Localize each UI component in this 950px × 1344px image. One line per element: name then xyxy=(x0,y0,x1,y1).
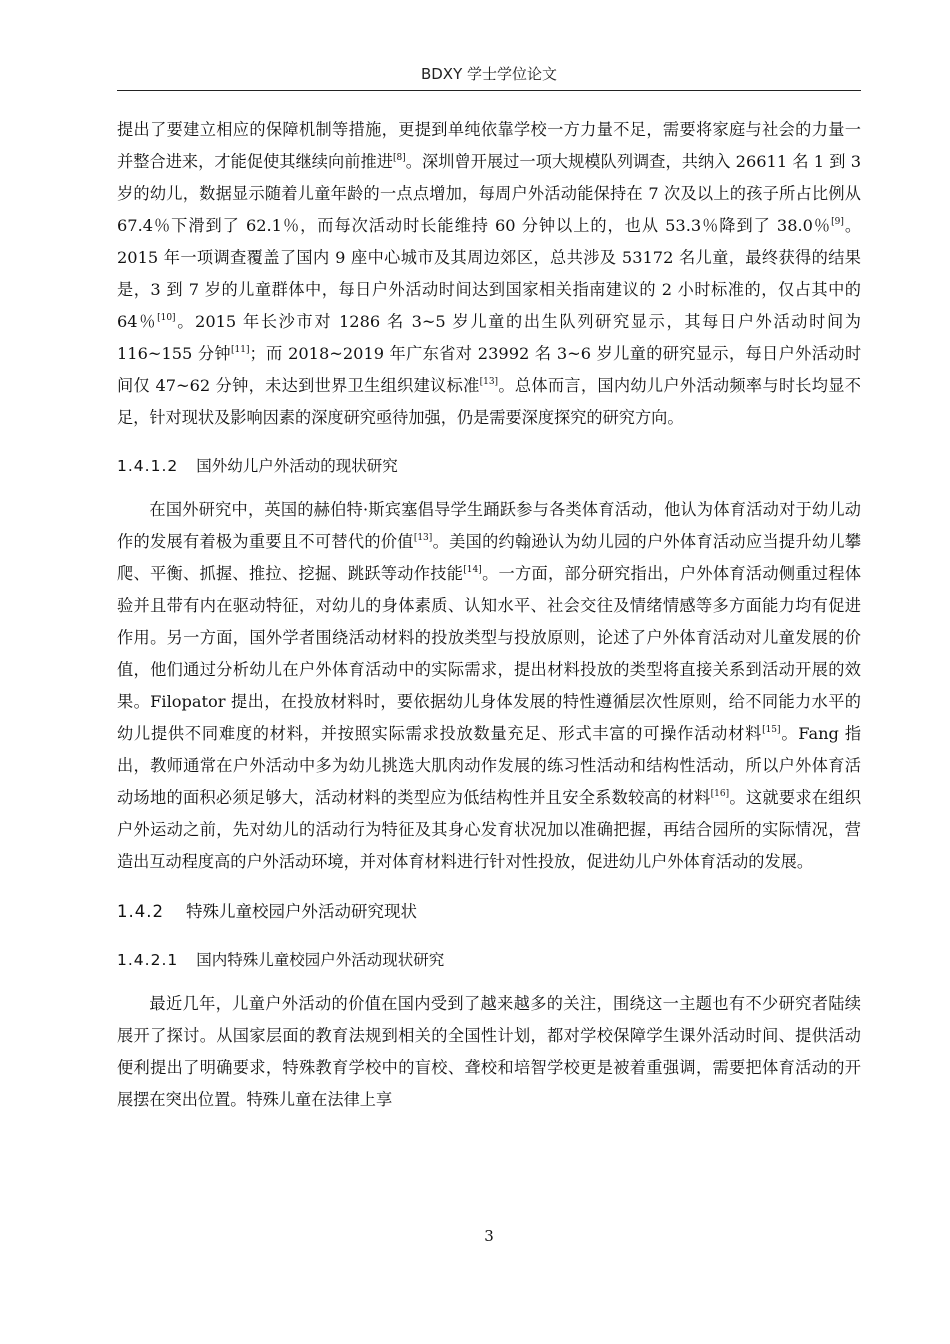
section-heading-1-4-2-1 xyxy=(117,948,861,972)
page-header: BDXY 学士学位论文 xyxy=(420,65,558,83)
text-run: 。2015 年一项调查覆盖了国内 9 座中心城市及其周边郊区，总共涉及 53172 名儿童，最终获得的结果是，3 到 7 岁的儿童群体中，每日户外活动时间达到国家相关指南建议的 2 小时标准的，仅占其中的 64％ xyxy=(117,216,862,331)
paragraph-special-children-domestic xyxy=(117,988,861,1116)
text-run: 。深圳曾开展过一项大规模队列调查，共纳入 26611 名 1 到 3 岁的幼儿，数据显示随着儿童年龄的一点点增加，每周户外活动能保持在 7 次及以上的孩子所占比例从 67.4％下滑到了 62.1％，而每次活动时长能维持 60 分钟以上的，也从 53.3％降到了 38.0％ xyxy=(117,152,861,235)
text-run: 。Fang 指出，教师通常在户外活动中多为幼儿挑选大肌肉动作发展的练习性活动和结构性活动，所以户外体育活动场地的面积必须足够大，活动材料的类型应为低结构性并且安全系数较高的材料 xyxy=(117,724,862,807)
section-number: 1.4.2.1 xyxy=(117,951,179,969)
header-rule xyxy=(117,90,861,91)
section-heading-1-4-2 xyxy=(117,900,861,924)
citation: [8] xyxy=(392,153,406,163)
citation: [11] xyxy=(230,345,250,355)
section-title: 特殊儿童校园户外活动研究现状 xyxy=(185,902,417,921)
text-run: 。这就要求在组织户外运动之前，先对幼儿的活动行为特征及其身心发育状况加以准确把握，再结合园所的实际情况，营造出互动程度高的户外活动环境，并对体育材料进行针对性投放，促进幼儿户外体育活动的发展。 xyxy=(117,788,862,871)
text-run: 在国外研究中，英国的赫伯特·斯宾塞倡导学生踊跃参与各类体育活动，他认为体育活动对于幼儿动作的发展有着极为重要且不可替代的价值 xyxy=(117,500,861,551)
paragraph-foreign-status xyxy=(117,494,861,878)
section-number: 1.4.2 xyxy=(117,902,164,921)
page-body xyxy=(117,114,861,1116)
citation: [15] xyxy=(762,725,781,735)
citation: [9] xyxy=(831,217,844,227)
text-run: 。总体而言，国内幼儿户外活动频率与时长均显不足，针对现状及影响因素的深度研究亟待加强，仍是需要深度探究的研究方向。 xyxy=(117,376,861,427)
text-run: 。2015 年长沙市对 1286 名 3~5 岁儿童的出生队列研究显示，其每日户外活动时间为 116~155 分钟 xyxy=(117,312,861,363)
section-number: 1.4.1.2 xyxy=(117,457,179,475)
page-number: 3 xyxy=(484,1227,494,1245)
citation: [13] xyxy=(413,533,433,543)
section-heading-1-4-1-2 xyxy=(117,454,861,478)
citation: [13] xyxy=(479,377,499,387)
citation: [16] xyxy=(710,789,730,799)
citation: [10] xyxy=(157,313,176,323)
section-title: 国外幼儿户外活动的现状研究 xyxy=(196,457,398,475)
text-run: 。美国的约翰逊认为幼儿园的户外体育活动应当提升幼儿攀爬、平衡、抓握、推拉、挖掘、跳跃等动作技能 xyxy=(117,532,862,583)
text-run: 。一方面，部分研究指出，户外体育活动侧重过程体验并且带有内在驱动特征，对幼儿的身体素质、认知水平、社会交往及情绪情感等多方面能力均有促进作用。另一方面，国外学者围绕活动材料的投放类型与投放原则，论述了户外体育活动对儿童发展的价值，他们通过分析幼儿在户外体育活动中的实际需求，提出材料投放的类型将直接关系到活动开展的效果。Filopator 提出，在投放材料时，要依据幼儿身体发展的特性遵循层次性原则，给不同能力水平的幼儿提供不同难度的材料，并按照实际需求投放数量充足、形式丰富的可操作活动材料 xyxy=(117,564,862,743)
text-run: 最近几年，儿童户外活动的价值在国内受到了越来越多的关注，围绕这一主题也有不少研究者陆续展开了探讨。从国家层面的教育法规到相关的全国性计划，都对学校保障学生课外活动时间、提供活动便利提出了明确要求，特殊教育学校中的盲校、聋校和培智学校更是被着重强调，需要把体育活动的开展摆在突出位置。特殊儿童在法律上享 xyxy=(117,994,861,1109)
paragraph-domestic-status-continued xyxy=(117,114,861,434)
section-title: 国内特殊儿童校园户外活动现状研究 xyxy=(196,951,445,969)
text-run: ；而 2018~2019 年广东省对 23992 名 3~6 岁儿童的研究显示，每日户外活动时间仅 47~62 分钟，未达到世界卫生组织建议标准 xyxy=(117,344,862,395)
text-run: 提出了要建立相应的保障机制等措施，更提到单纯依靠学校一方力量不足，需要将家庭与社会的力量一并整合进来，才能促使其继续向前推进 xyxy=(117,120,861,171)
citation: [14] xyxy=(463,565,482,575)
